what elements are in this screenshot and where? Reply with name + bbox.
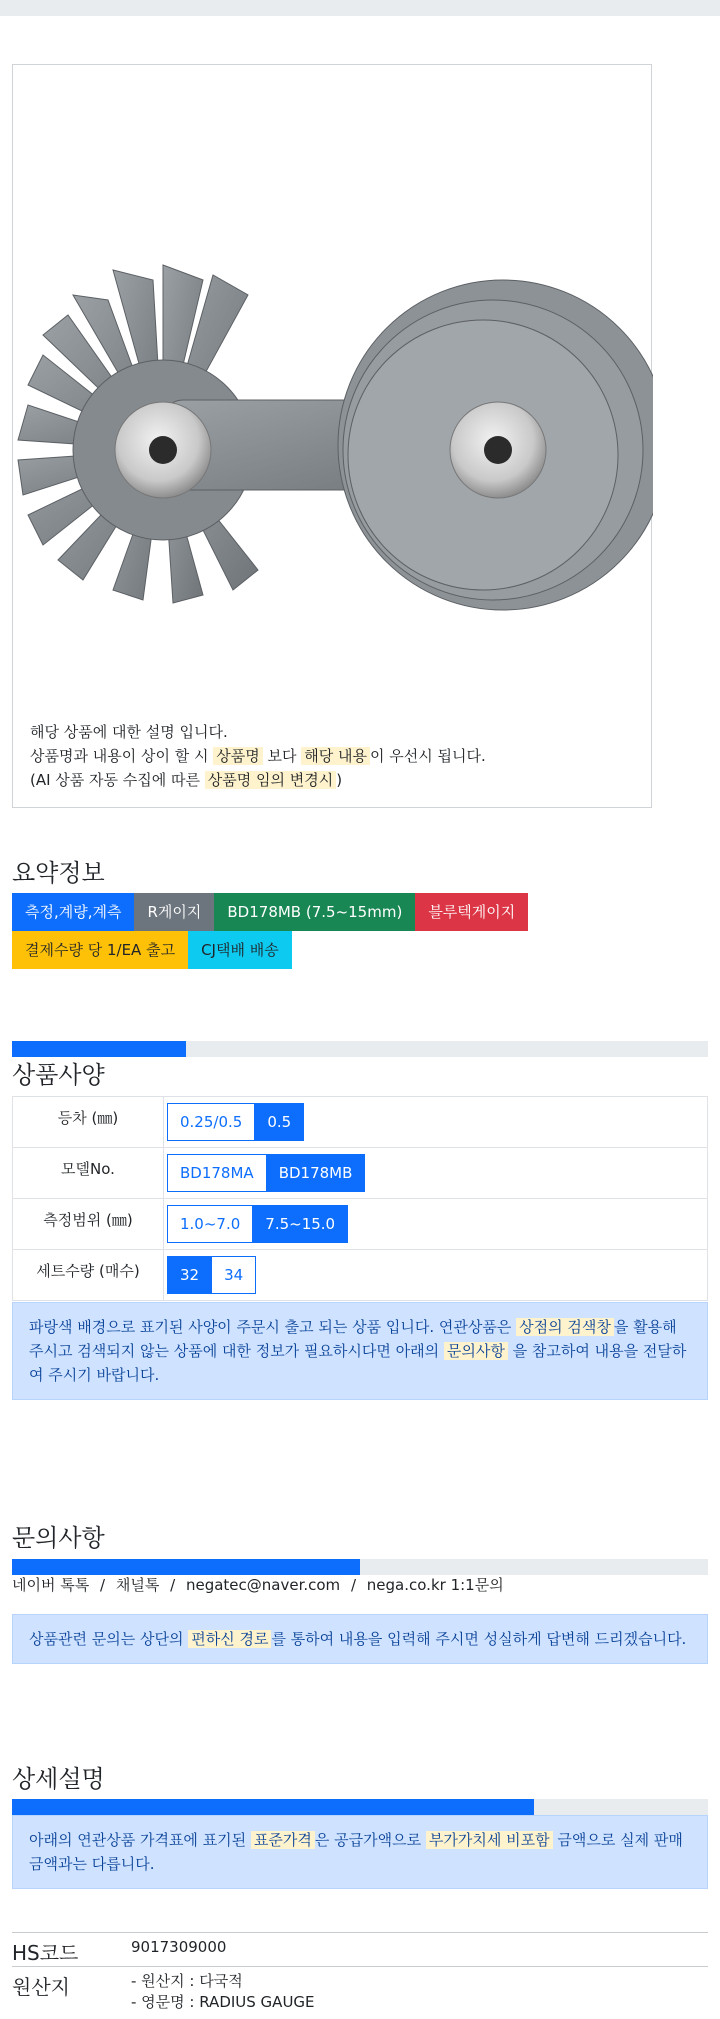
info-text: 아래의 연관상품 가격표에 표기된	[29, 1831, 251, 1849]
hs-code-label: HS코드	[12, 1933, 131, 1967]
origin-value	[131, 1967, 708, 2014]
inquiry-progress-bar	[12, 1559, 708, 1575]
spec-info-box	[12, 1302, 708, 1400]
spec-title: 상품사양	[12, 1061, 105, 1089]
notice-text: 상품명과 내용이 상이 할 시	[30, 747, 214, 765]
option-group	[167, 1154, 365, 1192]
summary-badges	[12, 893, 572, 969]
spec-options	[164, 1097, 708, 1148]
option-button[interactable]: BD178MB	[267, 1154, 366, 1192]
option-group	[167, 1103, 304, 1141]
hs-code-row	[12, 1933, 708, 1967]
spec-label: 세트수량 (매수)	[13, 1250, 164, 1301]
badge-row-1	[12, 893, 572, 931]
origin-english-name: - 영문명 : RADIUS GAUGE	[131, 1993, 315, 2011]
notice-text: (AI 상품 자동 수집에 따른	[30, 771, 205, 789]
highlight-preferred-route: 편하신 경로	[188, 1630, 271, 1648]
origin-label: 원산지	[12, 1967, 131, 2014]
contact-separator: /	[350, 1576, 357, 1594]
detail-progress-bar	[12, 1799, 708, 1815]
contact-channel-talk[interactable]: 채널톡	[115, 1576, 160, 1594]
notice-text: )	[336, 771, 343, 789]
option-button[interactable]: 32	[167, 1256, 212, 1294]
origin-country: - 원산지 : 다국적	[131, 1972, 243, 1990]
contact-separator: /	[170, 1576, 176, 1594]
product-image-card	[12, 64, 652, 808]
origin-row	[12, 1967, 708, 2014]
contact-site-inquiry[interactable]: nega.co.kr 1:1문의	[366, 1576, 504, 1594]
radius-gauge-image	[13, 225, 653, 625]
info-text: 을 활용해 주시고 검색되지 않는 상품에 대한 정보가 필요하시다면 아래의	[29, 1318, 677, 1360]
inquiry-info-box	[12, 1614, 708, 1664]
highlight-standard-price: 표준가격	[251, 1831, 315, 1849]
option-button[interactable]: 0.25/0.5	[167, 1103, 255, 1141]
product-meta-table	[12, 1932, 708, 2013]
spec-row	[13, 1097, 708, 1148]
spec-row	[13, 1250, 708, 1301]
contact-email[interactable]: negatec@naver.com	[185, 1576, 341, 1594]
spec-label: 모델No.	[13, 1148, 164, 1199]
product-notice	[30, 720, 486, 792]
badge-brand: 블루텍게이지	[415, 893, 528, 931]
highlight-name-change: 상품명 임의 변경시	[205, 771, 336, 789]
badge-delivery: CJ택배 배송	[188, 931, 292, 969]
spec-progress-bar	[12, 1041, 708, 1057]
highlight-vat-excluded: 부가가치세 비포함	[426, 1831, 553, 1849]
contact-links	[12, 1574, 504, 1595]
badge-row-2	[12, 931, 572, 969]
spec-label: 등차 (㎜)	[13, 1097, 164, 1148]
spec-options	[164, 1199, 708, 1250]
spec-options	[164, 1250, 708, 1301]
inquiry-progress-fill	[12, 1559, 360, 1575]
option-group	[167, 1256, 256, 1294]
highlight-product-name: 상품명	[213, 747, 262, 765]
spec-row	[13, 1199, 708, 1250]
info-text: 은 공급가액으로	[314, 1831, 426, 1849]
option-button[interactable]: BD178MA	[167, 1154, 267, 1192]
detail-progress-fill	[12, 1799, 534, 1815]
contact-naver-talk[interactable]: 네이버 톡톡	[12, 1576, 90, 1594]
hs-code-value: 9017309000	[131, 1933, 708, 1967]
badge-type: R게이지	[134, 893, 214, 931]
badge-category: 측정,계량,계측	[12, 893, 134, 931]
detail-title: 상세설명	[12, 1765, 105, 1793]
spec-label: 측정범위 (㎜)	[13, 1199, 164, 1250]
highlight-inquiry: 문의사항	[444, 1342, 508, 1360]
info-text: 를 통하여 내용을 입력해 주시면 성실하게 답변해 드리겠습니다.	[271, 1630, 687, 1648]
notice-text: 보다	[262, 747, 302, 765]
detail-info-box	[12, 1815, 708, 1889]
highlight-store-search: 상점의 검색창	[516, 1318, 614, 1336]
summary-title: 요약정보	[12, 859, 105, 887]
info-text: 상품관련 문의는 상단의	[29, 1630, 189, 1648]
option-button[interactable]: 34	[212, 1256, 256, 1294]
option-button[interactable]: 1.0~7.0	[167, 1205, 253, 1243]
top-divider-bar	[0, 0, 720, 16]
spec-table	[12, 1096, 708, 1301]
notice-line-3	[30, 768, 486, 792]
inquiry-title: 문의사항	[12, 1524, 105, 1552]
contact-separator: /	[100, 1576, 106, 1594]
info-text: 을 참고하여 내용을 전달하여 주시기 바랍니다.	[29, 1342, 687, 1384]
info-text: 파랑색 배경으로 표기된 사양이 주문시 출고 되는 상품 입니다. 연관상품은	[29, 1318, 517, 1336]
spec-options	[164, 1148, 708, 1199]
spec-row	[13, 1148, 708, 1199]
info-text: 금액으로 실제 판매금액과는 다릅니다.	[29, 1831, 683, 1873]
option-button[interactable]: 0.5	[255, 1103, 304, 1141]
notice-line-2	[30, 744, 486, 768]
option-group	[167, 1205, 348, 1243]
option-button[interactable]: 7.5~15.0	[253, 1205, 348, 1243]
badge-model: BD178MB (7.5~15mm)	[214, 893, 415, 931]
highlight-content: 해당 내용	[301, 747, 370, 765]
notice-text: 이 우선시 됩니다.	[369, 747, 486, 765]
badge-shipping-qty: 결제수량 당 1/EA 출고	[12, 931, 188, 969]
notice-line-1: 해당 상품에 대한 설명 입니다.	[30, 723, 228, 741]
